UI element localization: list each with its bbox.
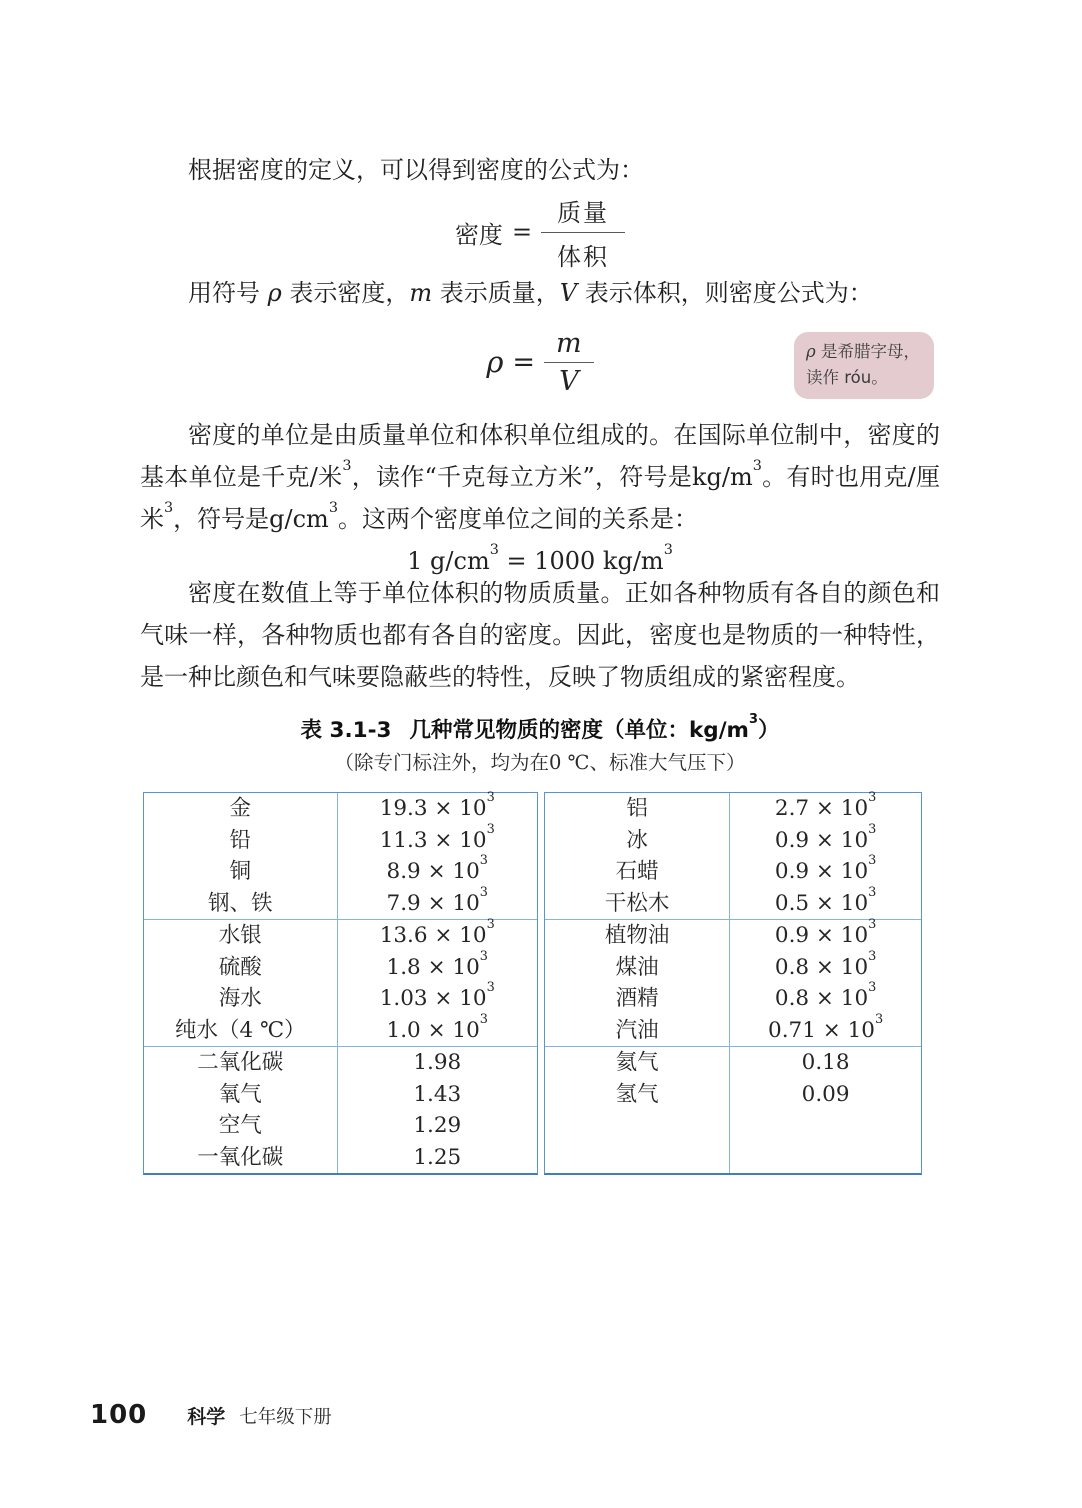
substance-name: 铝 (626, 796, 648, 821)
formula-lhs: 密度 (454, 220, 503, 249)
substance-column (144, 920, 337, 1046)
substance-name: 煤油 (615, 954, 659, 980)
density-value: 1.25 (413, 1144, 462, 1170)
table-row-group (144, 790, 537, 919)
paragraph-intro: 根据密度的定义，可以得到密度的公式为： (188, 156, 644, 184)
density-column (337, 1047, 537, 1173)
paragraph-units: 密度的单位是由质量单位和体积单位组成的。在国际单位制中，密度的基本单位是千克/米$^3$，读作“千克每立方米”，符号是$kg/m^3$。有时也用克/厘米$^3$，符号是$g/cm^3$。这两个密度单位之间的关系是： (140, 421, 940, 533)
density-value: $0.9 \times 10^3$ (774, 853, 877, 884)
formula-density-chinese (140, 190, 940, 274)
substance-name: 海水 (218, 986, 262, 1011)
substance-name: 水银 (218, 923, 262, 948)
density-value: $11.3 \times 10^3$ (379, 821, 495, 853)
equals-sign: = (511, 218, 533, 246)
fraction-denominator (544, 362, 594, 397)
superscript: 3 (486, 821, 495, 837)
substance-name: 石蜡 (615, 859, 659, 884)
fraction-denominator: 体积 (541, 232, 625, 272)
superscript: 3 (328, 499, 338, 516)
superscript: 3 (489, 541, 499, 558)
substance-name: 铅 (229, 827, 252, 853)
substance-name: 金 (229, 796, 252, 821)
density-value: 1.43 (413, 1081, 462, 1107)
substance-name: 冰 (626, 827, 648, 853)
density-value: $0.71 \times 10^3$ (768, 1011, 884, 1043)
fraction-numerator (544, 328, 594, 362)
page-footer (90, 1400, 332, 1430)
paragraph-density-property: 密度在数值上等于单位体积的物质质量。正如各种物质有各自的颜色和气味一样，各种物质也都有各自的密度。因此，密度也是物质的一种特性，是一种比颜色和气味要隐蔽些的特性，反映了物质组成的紧密程度。 (140, 579, 940, 691)
equals-sign: = (512, 346, 536, 378)
substance-name: 二氧化碳 (197, 1050, 284, 1075)
density-value: $19.3 \times 10^3$ (379, 790, 495, 821)
table-label: 表 3.1-3 (300, 718, 392, 743)
side-note-rho-pronunciation: ρ 是希腊字母，读作 róu。 (794, 332, 934, 399)
superscript: 3 (342, 457, 352, 474)
substance-name: 纯水（4 ℃） (174, 1017, 306, 1043)
italic-symbol: V (559, 279, 578, 307)
density-value: 0.18 (801, 1050, 850, 1075)
superscript: 3 (752, 457, 762, 474)
substance-name: 植物油 (604, 923, 670, 948)
density-value: $2.7 \times 10^3$ (774, 790, 877, 821)
substance-name: 氢气 (615, 1081, 659, 1107)
italic-symbol: ρ (806, 342, 816, 361)
substance-name: 钢、铁 (208, 890, 273, 916)
rho-symbol: ρ (486, 345, 504, 379)
density-value: $1.0 \times 10^3$ (386, 1011, 488, 1043)
density-column (729, 917, 921, 1046)
density-table-left (143, 792, 538, 1175)
density-table-right (544, 792, 922, 1175)
fraction (541, 193, 625, 272)
density-value: 1.98 (413, 1050, 462, 1075)
superscript: 3 (868, 821, 877, 837)
table-subtitle: （除专门标注外，均为在0 ℃、标准大气压下） (334, 751, 746, 774)
table-row-group (545, 919, 921, 1046)
superscript: 3 (868, 917, 877, 933)
superscript: 3 (868, 948, 877, 964)
superscript: 3 (479, 948, 488, 964)
density-value: $8.9 \times 10^3$ (386, 853, 488, 884)
substance-name: 硫酸 (218, 954, 262, 980)
substance-name: 酒精 (615, 986, 659, 1011)
superscript: 3 (479, 884, 488, 900)
density-value: 1.29 (413, 1113, 462, 1138)
substance-column (545, 920, 729, 1046)
italic-symbol: ρ (267, 279, 282, 307)
density-value: $13.6 \times 10^3$ (379, 917, 495, 948)
superscript: 3 (486, 790, 495, 806)
superscript: 3 (486, 980, 495, 996)
page-number: 100 (90, 1400, 148, 1430)
superscript: 3 (479, 853, 488, 869)
superscript: 3 (164, 499, 174, 516)
substance-column (545, 793, 729, 919)
formula-lhs (486, 345, 503, 379)
substance-name: 氦气 (615, 1050, 659, 1075)
density-value: $1.03 \times 10^3$ (379, 980, 495, 1011)
density-value: 0.09 (801, 1081, 850, 1107)
density-column (337, 790, 537, 919)
paragraph-symbols: 用符号 ρ 表示密度，m 表示质量，V 表示体积，则密度公式为： (188, 279, 873, 307)
superscript: 3 (868, 790, 877, 806)
table-row-group (545, 790, 921, 919)
substance-column (144, 1047, 337, 1173)
table-title (140, 713, 940, 743)
table-row-group (144, 1046, 537, 1173)
substance-column (545, 1047, 729, 1173)
density-value: $1.8 \times 10^3$ (386, 948, 488, 980)
footer-subject: 科学 (187, 1406, 226, 1428)
density-column (337, 917, 537, 1046)
density-column (729, 790, 921, 919)
density-value: $7.9 \times 10^3$ (386, 884, 488, 916)
density-value: $0.8 \times 10^3$ (774, 948, 877, 980)
superscript: 3 (479, 1011, 488, 1027)
superscript: 3 (874, 1011, 884, 1027)
mass-symbol: m (556, 327, 582, 359)
table-row-group (545, 1046, 921, 1173)
density-value: $0.9 \times 10^3$ (774, 917, 877, 948)
substance-column (144, 793, 337, 919)
footer-edition: 七年级下册 (239, 1407, 332, 1428)
table-caption: 几种常见物质的密度（单位：$kg/m^3$） (409, 712, 780, 743)
substance-name: 氧气 (218, 1081, 262, 1107)
substance-name: 空气 (218, 1113, 262, 1138)
superscript: 3 (748, 712, 758, 728)
superscript: 3 (868, 884, 877, 900)
substance-name: 干松木 (604, 890, 670, 916)
superscript: 3 (868, 980, 877, 996)
substance-name: 汽油 (615, 1017, 659, 1043)
density-value: $0.8 \times 10^3$ (774, 980, 877, 1011)
formula-unit-relation: 1 $g/cm^3 = 1000$ $kg/m^3$ (407, 541, 673, 575)
fraction (544, 328, 594, 397)
substance-name: 铜 (229, 859, 252, 884)
italic-symbol: m (409, 279, 433, 307)
density-column (729, 1047, 921, 1173)
superscript: 3 (663, 541, 673, 558)
fraction-numerator: 质量 (557, 198, 610, 227)
volume-symbol: V (559, 365, 579, 397)
superscript: 3 (868, 853, 877, 869)
density-value: $0.5 \times 10^3$ (774, 884, 877, 916)
substance-name: 一氧化碳 (197, 1144, 284, 1170)
superscript: 3 (486, 917, 495, 933)
table-row-group (144, 919, 537, 1046)
density-value: $0.9 \times 10^3$ (774, 821, 877, 853)
